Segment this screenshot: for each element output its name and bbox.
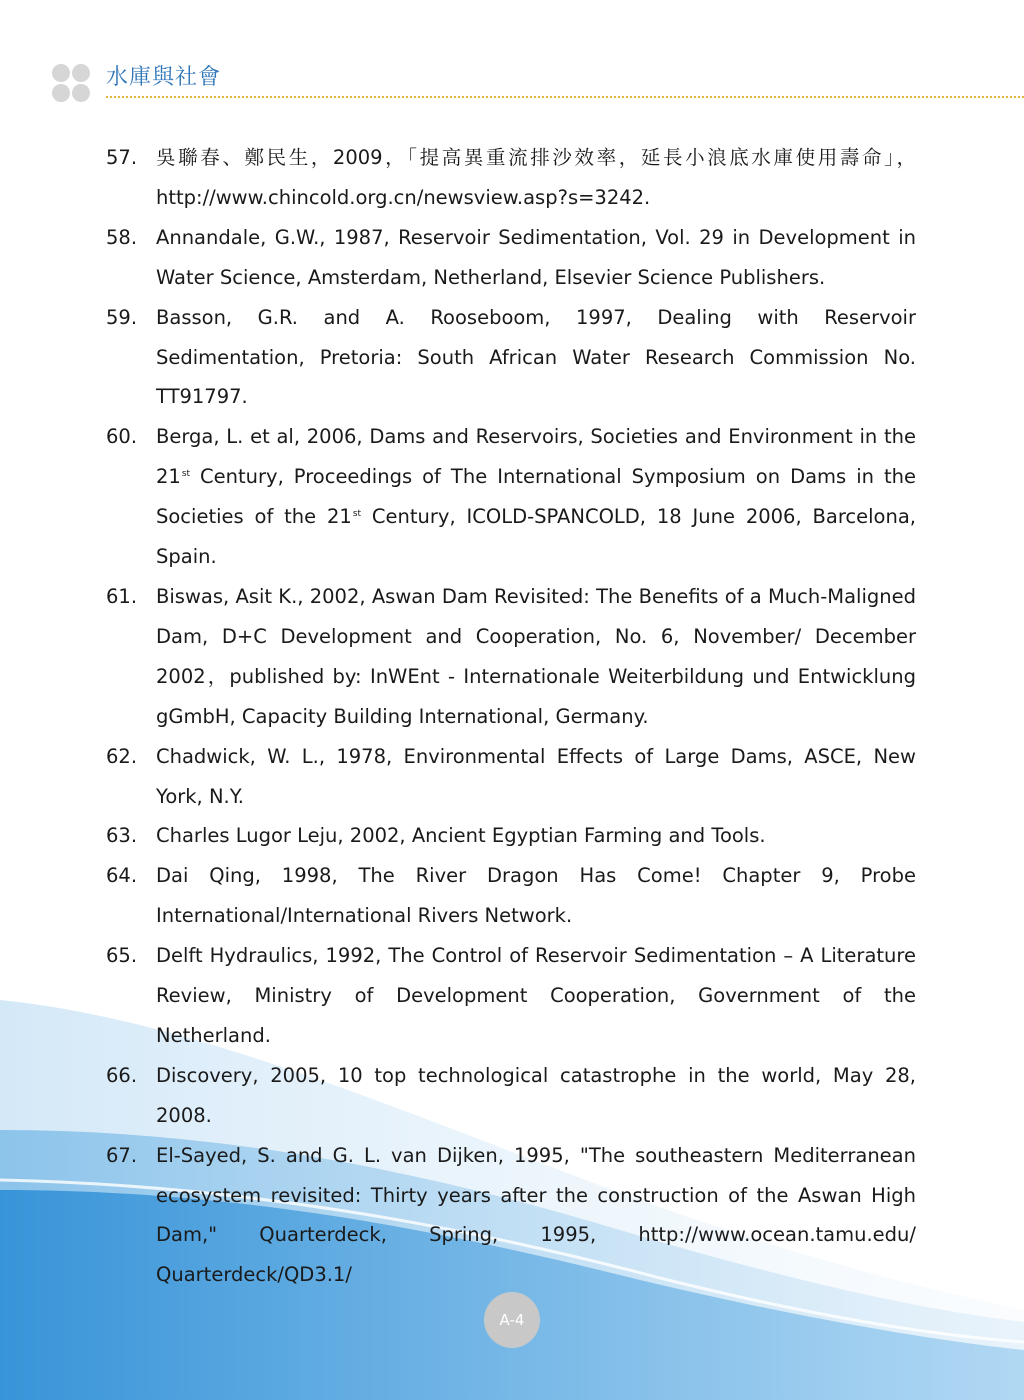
dot (72, 64, 90, 82)
reference-text (156, 577, 916, 737)
header-dots-icon (52, 64, 92, 104)
page-header (0, 0, 1024, 110)
reference-text (156, 856, 916, 936)
reference-text (156, 417, 916, 577)
reference-item (0, 856, 1024, 936)
reference-item (0, 577, 1024, 737)
dot (52, 84, 70, 102)
reference-text (156, 298, 916, 418)
reference-text (156, 737, 916, 817)
reference-item (0, 1056, 1024, 1136)
dot (72, 84, 90, 102)
reference-number: 59. (106, 305, 138, 329)
page-number-badge: A-4 (484, 1292, 540, 1348)
reference-item (0, 298, 1024, 418)
reference-item (0, 218, 1024, 298)
reference-text-part: Biswas, Asit K., 2002, Aswan Dam Revisited: The Benefits of a Much-Maligned Dam, D+C Development and Cooperation, No. 6, November/ December 2002，published by: InWEnt - Internationale Weiterbildung und Entwicklung gGmbH, Capacity Building International, Germany. (156, 584, 916, 728)
reference-item (0, 417, 1024, 577)
reference-text (156, 218, 916, 298)
reference-number: 58. (106, 225, 138, 249)
ordinal-suffix: st (352, 509, 362, 520)
reference-item (0, 138, 1024, 218)
dot (52, 64, 70, 82)
reference-text-part: Basson, G.R. and A. Rooseboom, 1997, Dealing with Reservoir Sedimentation, Pretoria: South African Water Research Commission No. TT91797. (156, 305, 916, 409)
reference-list (0, 138, 1024, 1295)
reference-text-part: Century, ICOLD-SPANCOLD, 18 June 2006, Barcelona, Spain. (156, 505, 916, 569)
reference-item (0, 1136, 1024, 1296)
reference-number: 66. (106, 1063, 138, 1087)
reference-text-part: Delft Hydraulics, 1992, The Control of Reservoir Sedimentation – A Literature Review, Ministry of Development Cooperation, Government of the Netherland. (156, 944, 916, 1047)
reference-text (156, 816, 916, 856)
header-title: 水庫與社會 (106, 65, 222, 90)
reference-number: 64. (106, 864, 138, 888)
reference-number: 60. (106, 425, 138, 449)
reference-item (0, 816, 1024, 856)
reference-number: 57. (106, 146, 138, 169)
reference-item (0, 936, 1024, 1056)
reference-text (156, 138, 916, 218)
reference-text-part: Century, Proceedings of The International Symposium on Dams in the Societies of the 21 (156, 465, 916, 529)
reference-number: 63. (106, 824, 138, 848)
reference-text (156, 1056, 916, 1136)
header-dotted-rule (106, 96, 1024, 98)
reference-text-part: Berga, L. et al, 2006, Dams and Reservoirs, Societies and Environment in the 21 (156, 425, 916, 489)
reference-text-part: Annandale, G.W., 1987, Reservoir Sedimentation, Vol. 29 in Development in Water Science, Amsterdam, Netherland, Elsevier Science Publishers. (156, 225, 916, 289)
reference-number: 65. (106, 944, 138, 968)
reference-text-part: Discovery, 2005, 10 top technological catastrophe in the world, May 28, 2008. (156, 1063, 916, 1127)
reference-text (156, 1136, 916, 1296)
reference-text-part: El-Sayed, S. and G. L. van Dijken, 1995, "The southeastern Mediterranean ecosystem revisited: Thirty years after the construction of the Aswan High Dam," Quarterdeck, Spring, 1995, http://www.ocean.tamu.edu/ Quarterdeck/QD3.1/ (156, 1143, 916, 1287)
reference-text-part: Dai Qing, 1998, The River Dragon Has Come! Chapter 9, Probe International/International Rivers Network. (156, 864, 916, 928)
reference-text-part: 吳聯春、鄭民生，2009，「提高異重流排沙效率，延長小浪底水庫使用壽命」，http://www.chincold.org.cn/newsview.asp?s=3242. (156, 146, 916, 209)
reference-text (156, 936, 916, 1056)
ordinal-suffix: st (181, 469, 191, 480)
reference-number: 67. (106, 1143, 138, 1167)
reference-number: 62. (106, 744, 138, 768)
reference-item (0, 737, 1024, 817)
reference-text-part: Chadwick, W. L., 1978, Environmental Effects of Large Dams, ASCE, New York, N.Y. (156, 744, 916, 808)
reference-number: 61. (106, 584, 138, 608)
reference-text-part: Charles Lugor Leju, 2002, Ancient Egyptian Farming and Tools. (156, 824, 766, 848)
